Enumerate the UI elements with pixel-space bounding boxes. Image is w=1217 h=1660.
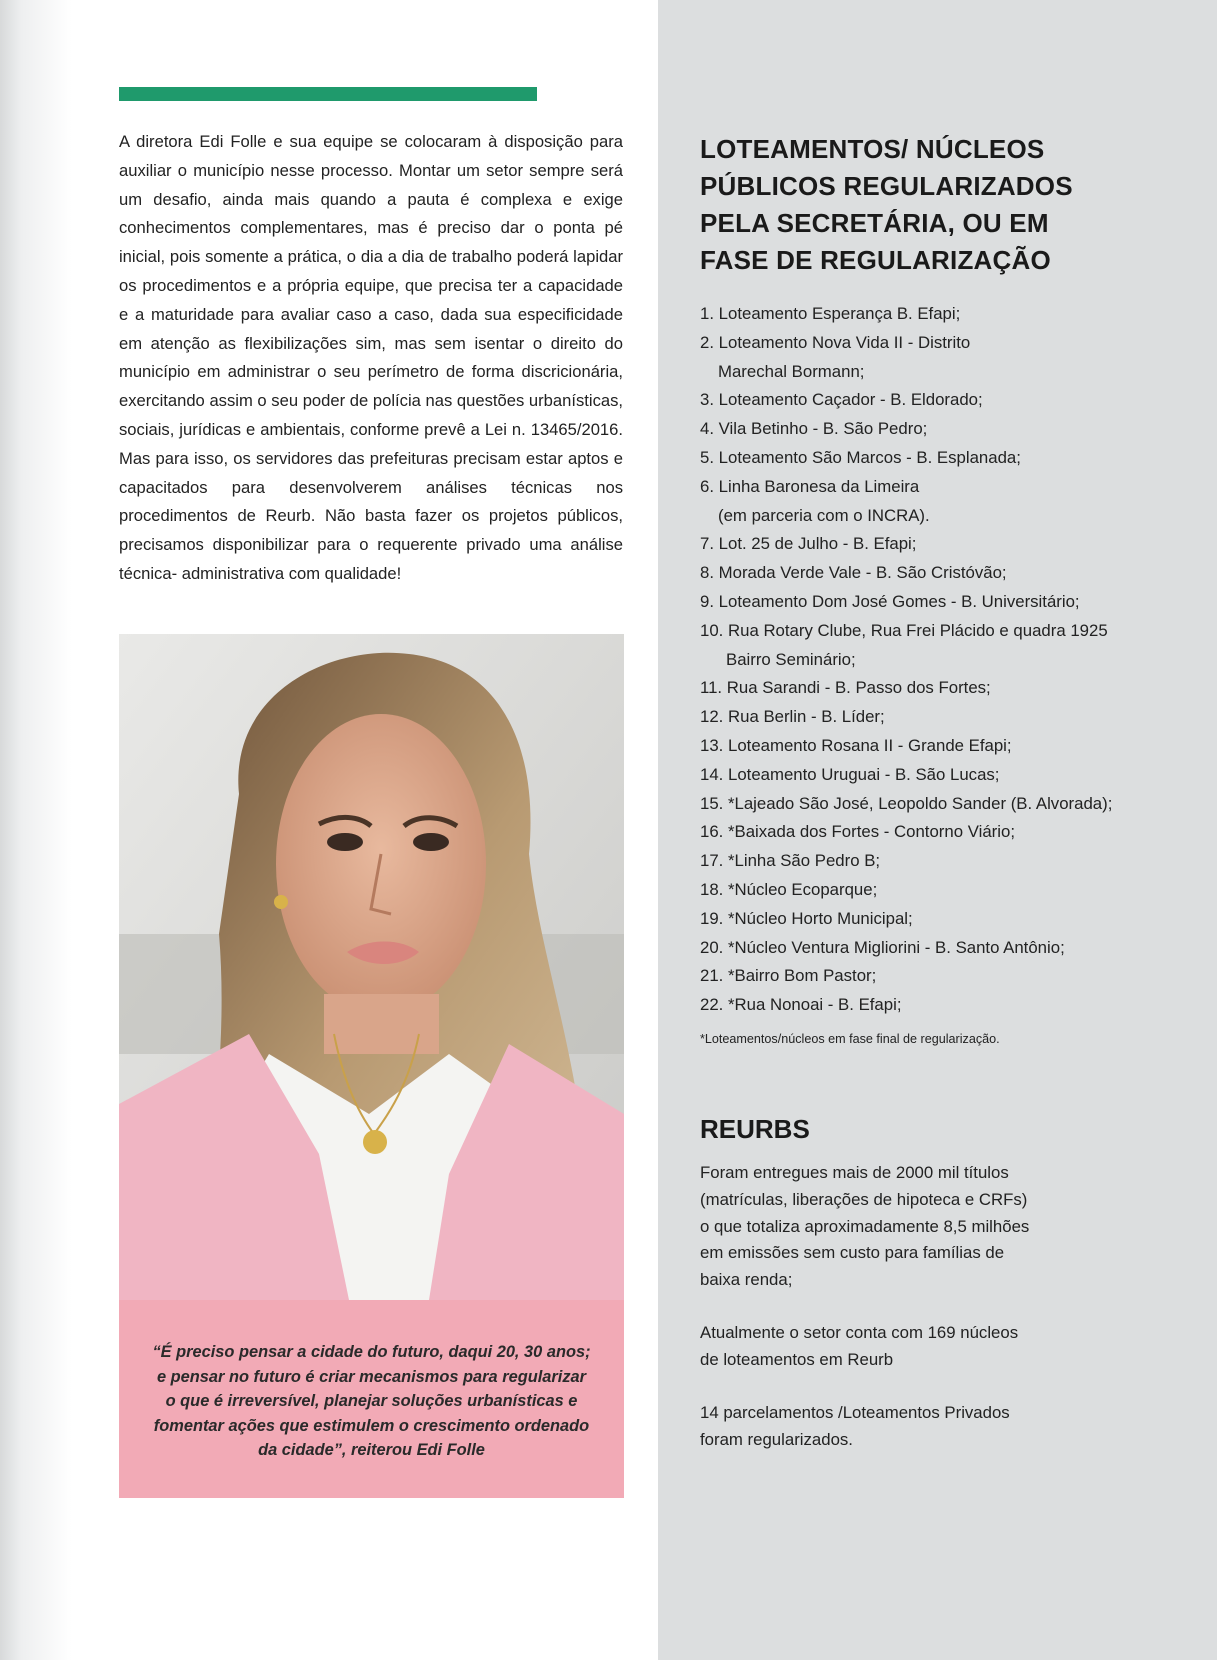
- list-item: 6. Linha Baronesa da Limeira: [700, 476, 920, 496]
- pull-quote: “É preciso pensar a cidade do futuro, daqui 20, 30 anos; e pensar no futuro é criar mecanismos para regularizar o que é irreversível, planejar soluções urbanísticas e fomentar ações que estimulem o crescimento ordenado da cidade”, reiterou Edi Folle: [152, 1343, 591, 1460]
- list-item-continuation: (em parceria com o INCRA).: [718, 505, 930, 525]
- list-item: 4. Vila Betinho - B. São Pedro;: [700, 419, 928, 439]
- list-item: 7. Lot. 25 de Julho - B. Efapi;: [700, 534, 917, 554]
- list-item-continuation: Marechal Bormann;: [718, 361, 865, 381]
- list-item: 21. *Bairro Bom Pastor;: [700, 966, 877, 986]
- article-paragraph: A diretora Edi Folle e sua equipe se colocaram à disposição para auxiliar o município nesse processo. Montar um setor sempre será um desafio, ainda mais quando a pauta é complexa e exige conhecimentos complementares, mas é preciso dar o ponta pé inicial, pois somente a prática, o dia a dia de trabalho poderá lapidar os procedimentos e a própria equipe, que precisa ter a capacidade e a maturidade para avaliar caso a caso, dada sua especificidade em atenção as flexibilizações sim, mas sem isentar o direito do município em administrar o seu perímetro de forma discricionária, exercitando assim o seu poder de polícia nas questões urbanísticas, sociais, jurídicas e ambientais, conforme prevê a Lei n. 13465/2016. Mas para isso, os servidores das prefeituras precisam estar aptos e capacitados para desenvolverem análises técnicas nos procedimentos de Reurb. Não basta fazer os projetos públicos, precisamos disponibilizar para o requerente privado uma análise técnica- administrativa com qualidade!: [119, 132, 623, 583]
- footnote: *Loteamentos/núcleos em fase final de regularização.: [700, 1032, 1000, 1046]
- list-item: 14. Loteamento Uruguai - B. São Lucas;: [700, 764, 1000, 784]
- list-item: 12. Rua Berlin - B. Líder;: [700, 707, 885, 727]
- list-item: 5. Loteamento São Marcos - B. Esplanada;: [700, 447, 1021, 467]
- list-item: 19. *Núcleo Horto Municipal;: [700, 908, 913, 928]
- list-item: 2. Loteamento Nova Vida II - Distrito: [700, 332, 971, 352]
- list-item: 10. Rua Rotary Clube, Rua Frei Plácido e quadra 1925: [700, 620, 1108, 640]
- accent-bar: [119, 87, 537, 101]
- reurbs-paragraph-privados: 14 parcelamentos /Loteamentos Privados foram regularizados.: [700, 1403, 1010, 1449]
- list-item: 1. Loteamento Esperança B. Efapi;: [700, 304, 961, 323]
- panel-title: LOTEAMENTOS/ NÚCLEOS PÚBLICOS REGULARIZADOS PELA SECRETÁRIA, OU EM FASE DE REGULARIZAÇÃO: [700, 134, 1073, 275]
- list-item: 15. *Lajeado São José, Leopoldo Sander (B. Alvorada);: [700, 793, 1113, 813]
- list-item: 8. Morada Verde Vale - B. São Cristóvão;: [700, 563, 1007, 583]
- list-item: 22. *Rua Nonoai - B. Efapi;: [700, 995, 902, 1015]
- list-item: 11. Rua Sarandi - B. Passo dos Fortes;: [700, 678, 991, 698]
- reurbs-title: REURBS: [700, 1114, 810, 1144]
- list-item: 9. Loteamento Dom José Gomes - B. Universitário;: [700, 591, 1080, 611]
- reurbs-paragraph-titles: Foram entregues mais de 2000 mil títulos (matrículas, liberações de hipoteca e CRFs) o que totaliza aproximadamente 8,5 milhões em emissões sem custo para famílias de baixa renda;: [700, 1163, 1030, 1290]
- list-item: 16. *Baixada dos Fortes - Contorno Viário;: [700, 822, 1015, 842]
- page-edge-shadow: [0, 0, 120, 1660]
- list-item: 20. *Núcleo Ventura Migliorini - B. Santo Antônio;: [700, 937, 1065, 957]
- list-item: 3. Loteamento Caçador - B. Eldorado;: [700, 390, 983, 410]
- lot-list: [700, 300, 1210, 1020]
- list-item: 18. *Núcleo Ecoparque;: [700, 879, 878, 899]
- quote-box: [119, 1300, 624, 1498]
- reurbs-paragraph-nucleos: Atualmente o setor conta com 169 núcleos de loteamentos em Reurb: [700, 1323, 1019, 1369]
- list-item: 17. *Linha São Pedro B;: [700, 851, 881, 871]
- portrait-photo: [119, 634, 624, 1300]
- sidebar-panel: [658, 0, 1217, 1660]
- list-item: 13. Loteamento Rosana II - Grande Efapi;: [700, 735, 1012, 755]
- list-item-continuation: Bairro Seminário;: [726, 649, 856, 669]
